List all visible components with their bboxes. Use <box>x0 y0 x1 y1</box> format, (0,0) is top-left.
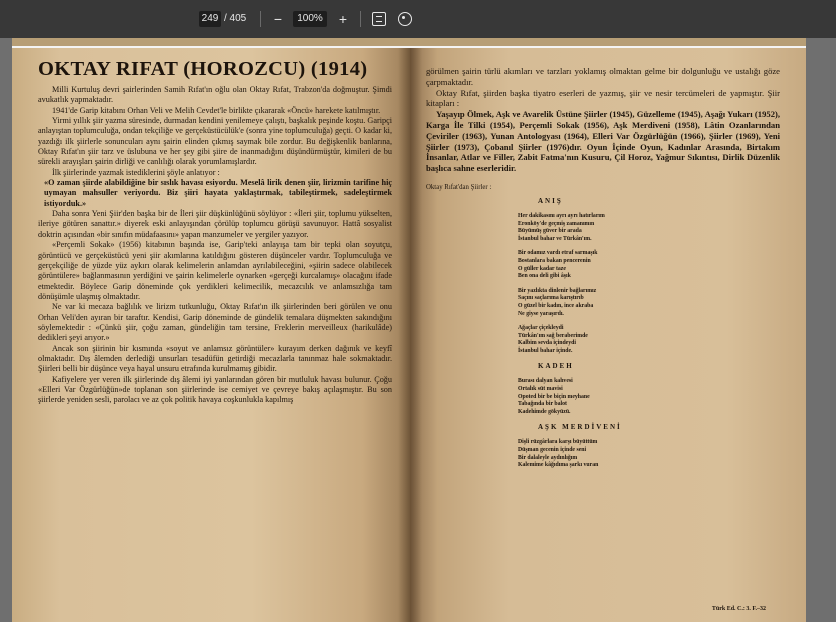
poem-line: Opoted bir be biçin meyhane <box>518 393 590 400</box>
paragraph: «Perçemli Sokak» (1956) kitabının başında ise, Garip'teki anlayışa tam bir tepki olan soyutçu, görüntücü ve gerçeküstücü yeni şiir akımlarına katıldığını gösteren düşünceler vardır. Toplumculuğa ve gerçekçiliğe de yüzde yüz aykırı olarak kelimelerin anlamdan ayrılabileceğini, «şiirin sadece olabilecek görüntülere» bağlanmasının yerdiğini ve şairin kelimelerle oynarken «gerçeği kurcalamış» olacağını ifade etmektedir. Böylece Garip döneminde çok yerdikleri kelimecilik, mecazcılık ve anlamsızlığa tam dönüşümle ulaşmış olmaktadır. <box>38 240 392 301</box>
poem-stanza <box>518 378 780 416</box>
poem-line: Türkân'ım sağ beraberimde <box>518 332 588 339</box>
poem-line: Saçını saçlarıma karıştırıb <box>518 295 584 302</box>
paragraph: Ancak son şiirinin bir kısmında «soyut ve anlamsız görüntüler» kurayım derken dağınık ve keyfî olmaktadır. Dış âlemden derlediği unsurları tesadüfün getirdiği mecazlarla tanınmaz hale sokmaktadır. Şiirleri belli bir düşünce veya hayal unsuru etrafında kurulmamış gibidir. <box>38 343 392 374</box>
paragraph: İlk şiirlerinde yazmak istediklerini şöyle anlatıyor : <box>52 167 220 177</box>
poem-line: Eronköy'de geçmiş zamanımın <box>518 220 595 227</box>
poem-stanza <box>518 439 780 469</box>
poem-line: Ne giyse yaraşırdı. <box>518 310 564 317</box>
poem-line: İstanbul bahar içinde. <box>518 347 573 354</box>
left-page <box>12 48 410 622</box>
bibliography: Yaşayıp Ölmek, Aşk ve Avarelik Üstüne Şiirler (1945), Güzelleme (1945), Aşağı Yukarı (1952), Karga İle Tilki (1954), Perçemli Sokak (1956), Aşk Merdiveni (1958), Lâtin Ozanlarından Çeviriler (1963), Yunan Antologyası (1964), Elleri Var Özgürlüğün (1966), Şiirler (1969), Yeni Şiirler (1973), Çobanıl Şiirler (1976)dır. Oyun İçinde Oyun, Kadınlar Arasında, Birtakım İnsanlar, Atlar ve Filler, Zabit Fatma'nın Kusuru, Çil Horoz, Yağmur Sıkıntısı, Dirlik Düzenlik başlıca sahne eserleridir. <box>426 109 780 174</box>
poem-line: Tabağında bir balot <box>518 401 567 408</box>
poem-line: O güzel bir kadın, ince akraba <box>518 302 594 309</box>
zoom-level-input[interactable]: 100% <box>293 11 327 27</box>
right-page <box>410 48 806 622</box>
right-page-body <box>426 66 780 174</box>
poem-stanza <box>518 250 780 280</box>
zoom-out-button[interactable]: − <box>273 11 283 27</box>
poem-line: Bir yazlıkta dinlenir bağlarımız <box>518 287 597 294</box>
poem-stanza <box>518 288 780 318</box>
toolbar-divider <box>360 11 361 27</box>
poem-stanza <box>518 325 780 355</box>
paragraph: Daha sonra Yeni Şiir'den başka bir de İleri şiir düşkünlüğünü söylüyor : «İleri şiir, toplumu yükselten, ileriye götüren sanattır.» diyerek eski anlayışından çörülüp toplumcu görüşü savunuyor. Hattâ sosyalist doktrin açısından «bir sınıfın müdafaasını» yapan manzumeler ve yergiler yazıyor. <box>38 209 392 239</box>
left-page-body <box>38 85 392 406</box>
page-title: OKTAY RIFAT (HOROZCU) (1914) <box>38 58 368 80</box>
poem-line: Ağaçlar çiçekleydi <box>518 325 564 332</box>
toolbar-divider <box>260 11 261 27</box>
poem-line: Bostanlara bakan pencerenin <box>518 257 591 264</box>
rotate-icon[interactable] <box>398 12 412 26</box>
poems-heading: Oktay Rıfat'dan Şiirler : <box>426 183 492 191</box>
page-count: / 405 <box>224 13 247 24</box>
previous-page-edge <box>12 38 806 48</box>
poem-line: Ortalık süt mavisi <box>518 386 563 393</box>
fit-page-icon[interactable] <box>372 12 386 26</box>
paragraph: Yirmi yıllık şiir yazma süresinde, durmadan kendini yenilemeye çalıştı, başkalık peşinde koştu. Garipçi anlayıştan toplumculuğa, ondan tekçiliğe ve gerçeküstücülük'e (sonra yine toplumculuğa) geçti. O kadar ki, yazdığı ilk şiirlerle sonuncuları aynı şairin elinden çıkmış saymak bile zordur. Bu değişkenlik banlarına, Oktay Rıfat'ın şiir tarz ve üslubuna ve her şey gibi şiire de inanmadığını düşündürmüştür, kimileri de bu sürekli arayışları şairin dirliği ve canlılığı olarak yorumlamışlardır. <box>38 116 392 167</box>
poem-title: AŞK MERDİVENİ <box>538 423 622 432</box>
paragraph: Ne var ki mecaza bağlılık ve lirizm tutkunluğu, Oktay Rıfat'ın ilk şiirlerinden beri görülen ve onu Orhan Veli'den ayıran bir taraftır. Kendisi, Garip döneminde de gündelik temalara düşmekten sakındığını söylemektedir : «Çünkü şiir, çoğu zaman, gündeliğin tam tersine, Freklerin merveilleux (harikulâde) dedikleri şeyi arıyor.» <box>38 302 392 343</box>
poem-stanza <box>518 213 780 243</box>
paragraph: görülmen şairin türlü akımları ve tarzları yoklamış olmaktan gelme bir dolgunluğu ve ustalığı göze çarpmaktadır. <box>426 66 780 87</box>
page-number-input[interactable]: 249 <box>199 11 221 27</box>
poem-line: Kadehimde gökyüzü. <box>518 408 571 415</box>
poem-line: Bir odamız vardı etraf sarmaşık <box>518 250 598 257</box>
poem-line: İstanbul bahar ve Türkân'ım. <box>518 235 592 242</box>
poem-line: Ben ona deli gibi âşık <box>518 273 571 280</box>
poem-title: ANIŞ <box>538 196 563 205</box>
pdf-toolbar <box>0 0 836 38</box>
poem-line: Dişli rüzgârlara karşı büyüttüm <box>518 439 598 446</box>
quote-paragraph: «O zaman şiirde alabildiğine bir sıslık havası esiyordu. Meselâ lirik denen şiir, lirizmin tarifine hiç uymayan mahsuller veriyordu. Biz şiiri hayata yaklaştırmak, tabileştirmek, sadeleştirmek istiyorduk.» <box>44 178 392 208</box>
paragraph: Kafiyelere yer veren ilk şiirlerinde dış âlemi iyi yanlarından gören bir mutluluk havası bulunur. Çoğu «Elleri Var Özgürlüğün»de toplanan son şiirlerinde ise cemiyet ve çevreye bakış açılaşmıştır. Bu son şiirlerde yeniden sesli, parolacı ve az çok politik havaya coşkunlukla kapılmış <box>38 374 392 405</box>
book-gutter <box>398 48 422 622</box>
poem-line: Burası dalyan kahvesi <box>518 378 573 385</box>
poem-line: Bir dalaleyle aydınlığım <box>518 454 578 461</box>
poem-line: Düşman gecenin içinde seni <box>518 447 587 454</box>
zoom-in-button[interactable]: + <box>338 11 348 27</box>
poem-line: Büyümüş güver bir arada <box>518 228 582 235</box>
poem-line: Her dakikasını ayrı ayrı hatırlarım <box>518 212 605 219</box>
paragraph: Oktay Rıfat, şiirden başka tiyatro eserleri de yazmış, şiir ve nesir tercümeleri de yapmıştır. Şiir kitapları : <box>426 87 780 109</box>
paragraph: 1941'de Garip kitabını Orhan Veli ve Melih Cevdet'le birlikte çıkararak «Öncü» harekete katılmıştır. <box>52 105 381 115</box>
poem-line: O güller kadar taze <box>518 265 566 272</box>
paragraph: Milli Kurtuluş devri şairlerinden Samih Rıfat'ın oğlu olan Oktay Rıfat, Trabzon'da doğmuştur. Şimdi avukatlık yapmaktadır. <box>38 85 392 105</box>
poem-line: Kalemime kâğıdıma şarkı vuran <box>518 462 599 469</box>
poem-line: Kalbim sevda içindeydi <box>518 340 576 347</box>
poem-title: KADEH <box>538 362 574 371</box>
page-footer: Türk Ed. C.: 3. F.–32 <box>711 606 766 612</box>
